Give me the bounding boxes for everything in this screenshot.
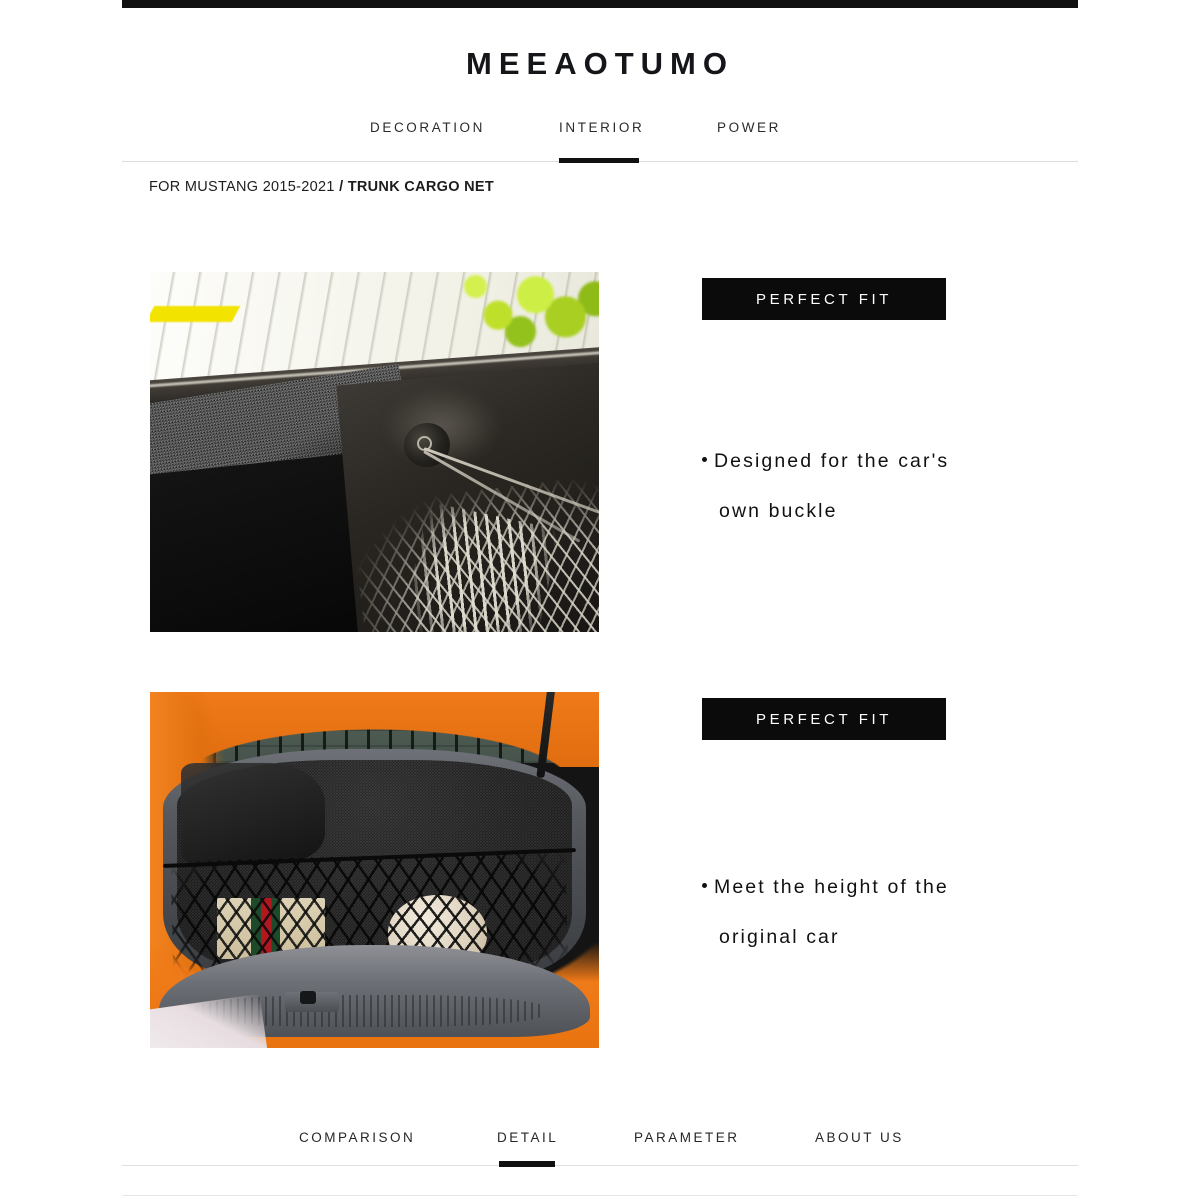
bottom-nav-item-parameter[interactable]: PARAMETER <box>634 1130 740 1145</box>
feature-image-2 <box>150 692 599 1048</box>
feature-row-2 <box>0 692 1200 1048</box>
top-accent-bar <box>122 0 1078 8</box>
bottom-nav-item-detail[interactable]: DETAIL <box>497 1130 559 1145</box>
feature-2-badge: PERFECT FIT <box>702 698 946 740</box>
top-nav-item-power[interactable]: POWER <box>717 120 782 135</box>
bottom-nav-divider <box>122 1165 1078 1166</box>
feature-1-bullets <box>702 436 1042 536</box>
feature-1-text-column <box>702 272 1078 632</box>
feature-2-bullets <box>702 862 1042 962</box>
feature-row-1 <box>0 272 1200 632</box>
brand-title: MEEAOTUMO <box>466 46 734 81</box>
footer-divider <box>122 1195 1078 1196</box>
feature-1-bullet-line-1 <box>702 436 1042 486</box>
top-nav-item-interior[interactable]: INTERIOR <box>559 120 645 135</box>
top-nav-active-indicator <box>559 158 639 163</box>
bullet-dot-icon <box>702 883 707 888</box>
breadcrumb-separator: / <box>334 179 348 195</box>
bottom-nav-item-comparison[interactable]: COMPARISON <box>299 1130 416 1145</box>
feature-1-badge: PERFECT FIT <box>702 278 946 320</box>
feature-2-bullet-text-1: Meet the height of the <box>714 876 949 898</box>
photo1-yellow-streak <box>150 306 240 322</box>
photo2-latch-knob <box>300 991 316 1004</box>
bottom-navigation <box>122 1130 1078 1170</box>
bullet-dot-icon <box>702 457 707 462</box>
bottom-nav-item-about-us[interactable]: ABOUT US <box>815 1130 904 1145</box>
top-navigation <box>122 120 1078 162</box>
breadcrumb <box>149 179 494 195</box>
feature-1-bullet-line-2: own buckle <box>719 500 838 522</box>
feature-2-text-column <box>702 692 1078 1048</box>
photo2-rear-seat-back <box>181 763 325 863</box>
photo1-foliage <box>453 272 599 348</box>
feature-2-bullet-line-1 <box>702 862 1042 912</box>
feature-2-bullet-line-2: original car <box>719 926 840 948</box>
bottom-nav-active-indicator <box>499 1161 555 1167</box>
feature-1-bullet-text-1: Designed for the car's <box>714 450 950 472</box>
breadcrumb-current: TRUNK CARGO NET <box>347 179 495 195</box>
top-nav-item-decoration[interactable]: DECORATION <box>370 120 486 135</box>
breadcrumb-prefix[interactable]: FOR MUSTANG 2015-2021 <box>149 179 335 195</box>
feature-image-1 <box>150 272 599 632</box>
